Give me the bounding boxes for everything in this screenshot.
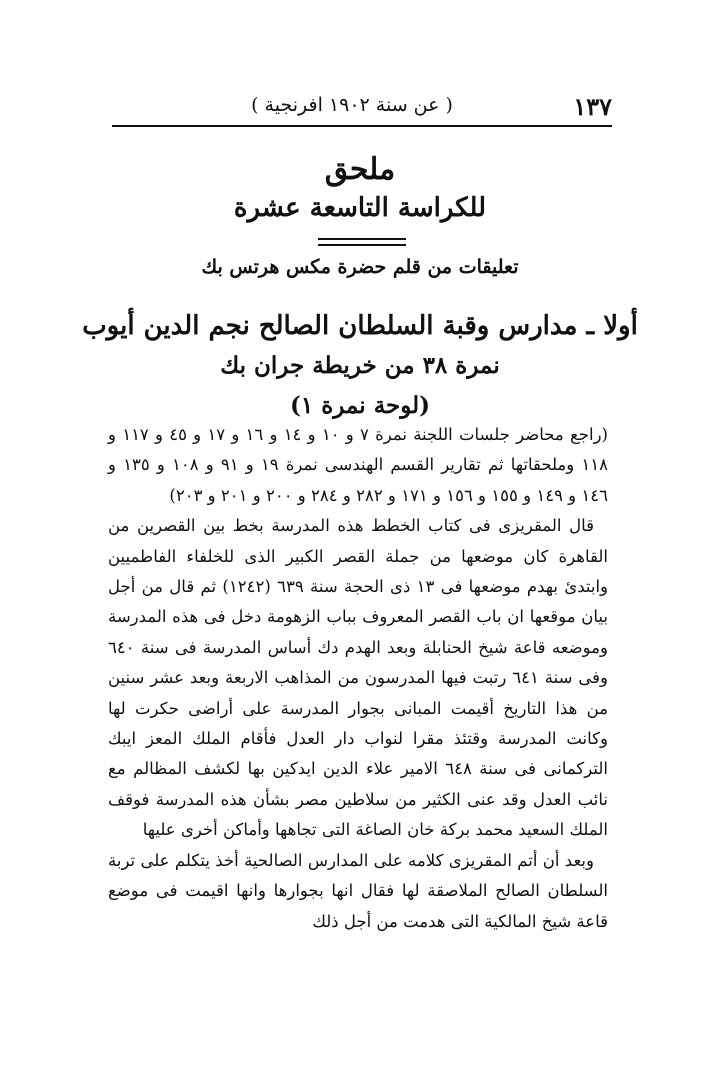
appendix-title-block: [0, 150, 720, 226]
section-heading-line-2: نمرة ٣٨ من خريطة جران بك: [220, 352, 500, 379]
section-plate-reference: (لوحة نمرة ١): [289, 392, 431, 419]
running-header: [112, 92, 612, 126]
appendix-subtitle: للكراسة التاسعة عشرة: [233, 193, 487, 223]
body-paragraph: قال المقريزى فى كتاب الخطط هذه المدرسة بخط بين القصرين من القاهرة كان موضعها من جملة القصر الكبير الذى للخلفاء الفاطميين وابتدئ بهدم موضعها فى ١٣ ذى الحجة سنة ٦٣٩ (١٢٤٢) ثم قال من أجل بيان موقعها ان باب القصر المعروف بباب الزهومة دخل فى هذه المدرسة وموضعه قاعة شيخ الحنابلة وبعد الهدم دك أساس المدرسة فى سنة ٦٤٠ وفى سنة ٦٤١ رتبت فيها المدرسون من المذاهب الاربعة وبعد عشر سنين من هذا التاريخ أقيمت المبانى بجوار المدرسة على أراضى حكرت لها وكانت المدرسة وقتئذ مقرا لنواب دار العدل فأقام الملك المعز ايبك التركمانى فى سنة ٦٤٨ الامير علاء الدين ايدكين بها لكشف المظالم مع نائب العدل وقد عنى الكثير من سلاطين مصر بشأن هذه المدرسة فوقف الملك السعيد محمد بركة خان الصاغة التى تجاهها وأماكن أخرى عليها: [108, 516, 609, 840]
title-divider-bottom: [318, 244, 406, 246]
references-paragraph: (راجع محاضر جلسات اللجنة نمرة ٧ و ١٠ و ١٤ و ١٦ و ١٧ و ٤٥ و ١١٧ و ١١٨ وملحقاتها ثم تقارير القسم الهندسى نمرة ١٩ و ٩١ و ١٠٨ و ١٣٥ و ١٤٦ و ١٤٩ و ١٥٥ و ١٥٦ و ١٧١ و ٢٨٢ و ٢٨٤ و ٢٠٠ و ٢٠١ و ٢٠٣): [108, 425, 608, 505]
commentary-author-line: تعليقات من قلم حضرة مكس هرتس بك: [201, 256, 519, 278]
body-text: [108, 420, 608, 937]
running-title: ( عن سنة ١٩٠٢ افرنجية ): [251, 94, 453, 116]
section-heading-line-1: أولا ـ مدارس وقبة السلطان الصالح نجم الدين أيوب: [82, 311, 638, 341]
header-rule: [112, 125, 612, 127]
body-paragraph: وبعد أن أتم المقريزى كلامه على المدارس الصالحية أخذ يتكلم على تربة السلطان الصالح الملاصقة لها فقال انها بجوارها وانها اقيمت فى موضع قاعة شيخ المالكية التى هدمت من أجل ذلك: [108, 850, 608, 931]
page-number: ١٣٧: [573, 92, 612, 121]
appendix-title: ملحق: [324, 152, 396, 187]
section-heading: [0, 306, 720, 426]
title-divider-top: [318, 238, 406, 240]
